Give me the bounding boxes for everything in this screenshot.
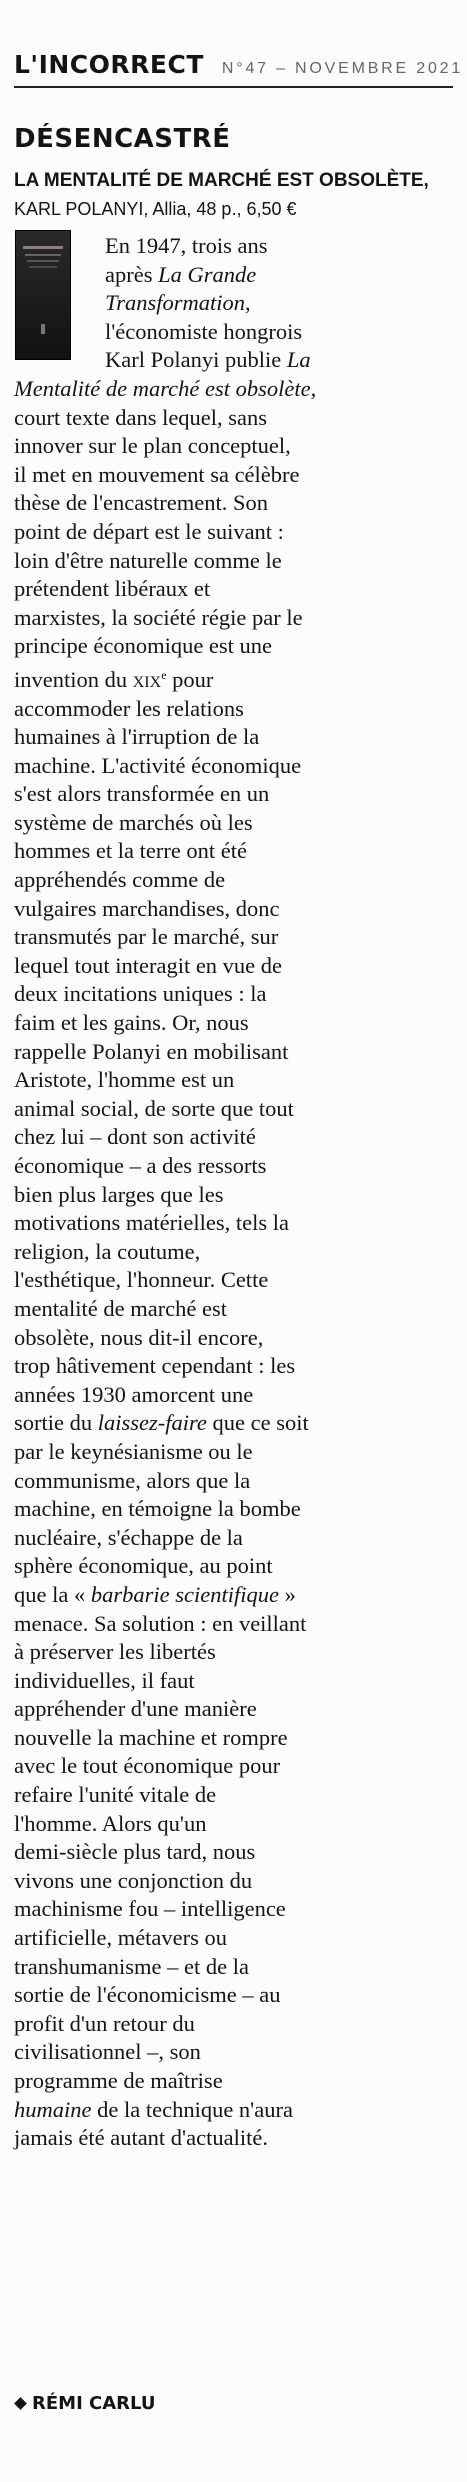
article-line: jamais été autant d'actualité. — [14, 2125, 268, 2151]
article-line: programme de maîtrise — [14, 2068, 223, 2093]
article-line: machinisme fou – intelligence — [14, 1896, 286, 1922]
article-line: motivations matérielles, tels la — [14, 1210, 289, 1236]
article-line: humaines à l'irruption de la — [14, 724, 260, 750]
article-line: années 1930 amorcent une — [14, 1381, 254, 1407]
article-line: système de marchés où les — [14, 809, 253, 835]
article-line: à préserver les libertés — [14, 1639, 216, 1665]
article-line: communisme, alors que la — [14, 1467, 251, 1493]
article-line: En 1947, trois ans — [105, 233, 268, 258]
header-rule — [14, 86, 453, 88]
article-line: l'esthétique, l'honneur. Cette — [14, 1267, 269, 1293]
article-line: loin d'être naturelle comme le — [14, 547, 282, 573]
article-line: appréhendés comme de — [14, 867, 226, 893]
article-line: économique – a des ressorts — [14, 1153, 267, 1178]
article-line: marxistes, la société régie par le — [14, 604, 303, 630]
article-line: invention du xix$^e$ pour — [14, 666, 214, 692]
article-line: principe économique est une — [14, 633, 273, 659]
article-line: Mentalité de marché est obsolète, — [14, 375, 317, 401]
article-line: artificielle, métavers ou — [14, 1925, 228, 1951]
article-line: sphère économique, au point — [14, 1553, 273, 1579]
article-line: sortie de l'économicisme – au — [14, 1982, 281, 2008]
article-line: point de départ est le suivant : — [14, 518, 284, 544]
article-line: religion, la coutume, — [14, 1238, 201, 1264]
book-details: KARL POLANYI, Allia, 48 p., 6,50 € — [14, 199, 297, 219]
article-line: il met en mouvement sa célèbre — [14, 461, 300, 487]
article-line: nucléaire, s'échappe de la — [14, 1524, 243, 1550]
article-line: que la « barbarie scientifique » — [14, 1581, 296, 1607]
article-line: obsolète, nous dit-il encore, — [14, 1324, 264, 1350]
article-line: menace. Sa solution : en veillant — [14, 1610, 307, 1636]
article-line: animal social, de sorte que tout — [14, 1095, 294, 1121]
article-line: humaine de la technique n'aura — [14, 2096, 293, 2122]
article-line: trop hâtivement cependant : les — [14, 1353, 296, 1379]
article-line: refaire l'unité vitale de — [14, 1782, 217, 1808]
article-line: bien plus larges que les — [14, 1181, 224, 1207]
article-line: par le keynésianisme ou le — [14, 1438, 253, 1464]
article-line: Aristote, l'homme est un — [14, 1067, 235, 1093]
masthead — [14, 50, 464, 79]
article-line: machine. L'activité économique — [14, 752, 302, 778]
issue-label: N°47 – NOVEMBRE 2021 — [221, 60, 464, 77]
diamond-icon — [14, 2397, 27, 2410]
article-line: rappelle Polanyi en mobilisant — [14, 1038, 289, 1064]
author-name: RÉMI CARLU — [32, 2393, 156, 2414]
article-line: appréhender d'une manière — [14, 1696, 257, 1722]
article-line: après La Grande — [105, 261, 257, 287]
article-line: sortie du laissez-faire que ce soit — [14, 1410, 309, 1436]
article-line: innover sur le plan conceptuel, — [14, 433, 291, 459]
article-line: individuelles, il faut — [14, 1667, 195, 1693]
article-line: lequel tout interagit en vue de — [14, 952, 283, 978]
article-line: deux incitations uniques : la — [14, 981, 267, 1007]
article-line: civilisationnel –, son — [14, 2039, 201, 2065]
article-line: demi-siècle plus tard, nous — [14, 1839, 256, 1865]
article-line: vivons une conjonction du — [14, 1867, 253, 1893]
article-line: transmutés par le marché, sur — [14, 924, 279, 950]
article-line: mentalité de marché est — [14, 1295, 228, 1321]
article-line: prétendent libéraux et — [14, 576, 211, 602]
article-line: profit d'un retour du — [14, 2010, 195, 2036]
article-body — [14, 232, 440, 2153]
book-reference — [14, 166, 434, 223]
article-line: transhumanisme – et de la — [14, 1953, 249, 1979]
article-line: nouvelle la machine et rompre — [14, 1724, 288, 1750]
article-line: l'homme. Alors qu'un — [14, 1810, 207, 1836]
book-title: LA MENTALITÉ DE MARCHÉ EST OBSOLÈTE, — [14, 170, 429, 191]
article-line: court texte dans lequel, sans — [14, 404, 268, 430]
article-line: chez lui – dont son activité — [14, 1124, 256, 1150]
article-line: hommes et la terre ont été — [14, 838, 248, 864]
byline — [14, 2393, 155, 2414]
article-line: Transformation, — [105, 290, 251, 316]
article-line: avec le tout économique pour — [14, 1753, 281, 1779]
article-kicker: DÉSENCASTRÉ — [14, 124, 231, 154]
article-line: faim et les gains. Or, nous — [14, 1010, 249, 1036]
article-line: l'économiste hongrois — [105, 318, 303, 344]
article-line: s'est alors transformée en un — [14, 781, 270, 807]
article-line: Karl Polanyi publie La — [105, 347, 311, 373]
article-line: vulgaires marchandises, donc — [14, 895, 280, 921]
article-line: accommoder les relations — [14, 695, 244, 721]
magazine-brand: L'INCORRECT — [14, 50, 204, 79]
article-line: machine, en témoigne la bombe — [14, 1496, 301, 1522]
article-line: thèse de l'encastrement. Son — [14, 490, 268, 516]
